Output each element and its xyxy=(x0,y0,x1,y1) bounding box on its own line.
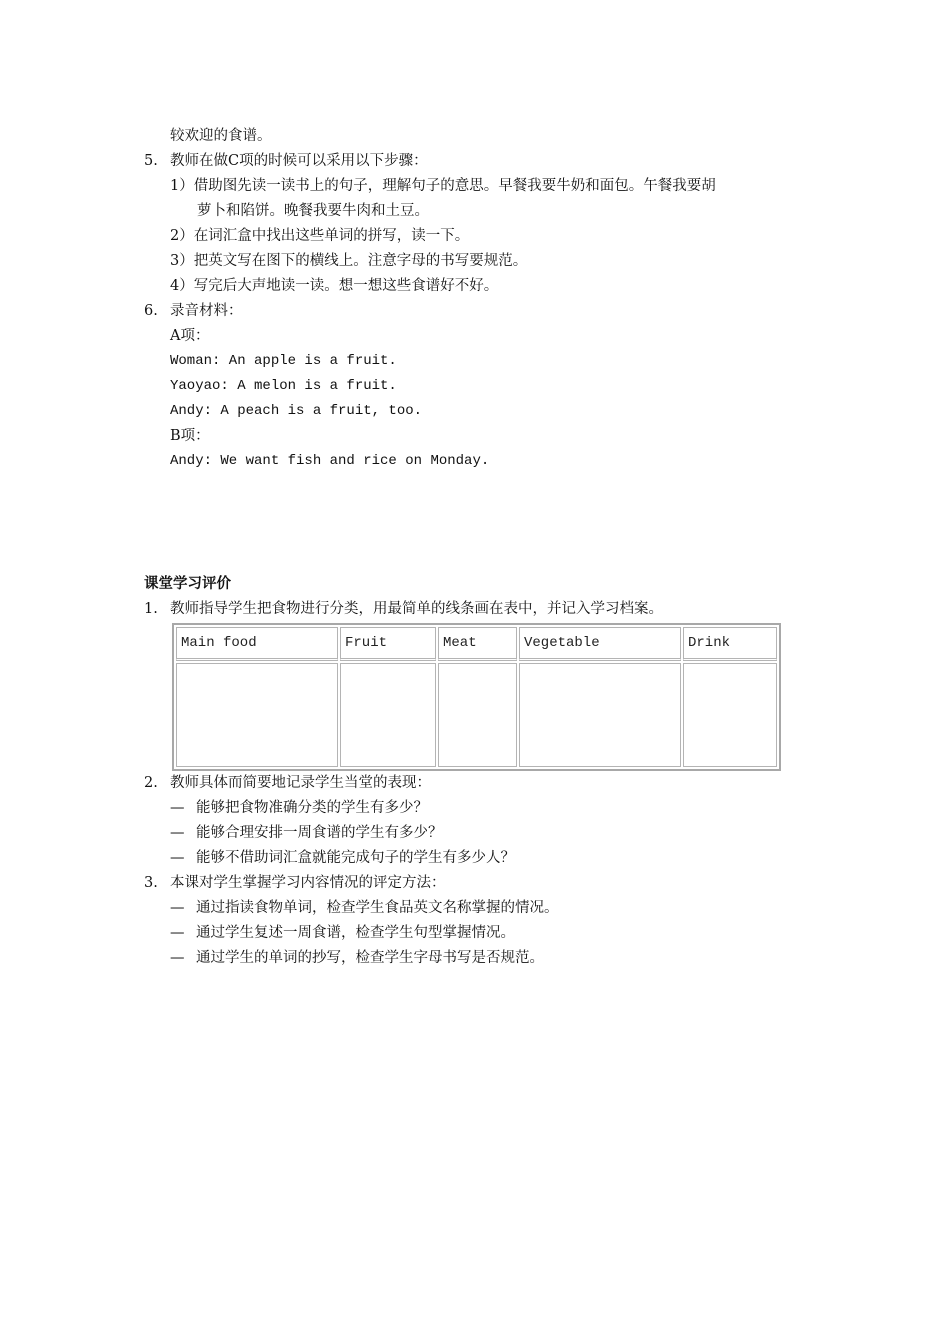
eval-item-1-text: 教师指导学生把食物进行分类，用最简单的线条画在表中，并记入学习档案。 xyxy=(170,601,663,617)
list-item xyxy=(170,848,515,868)
list-item-text: 通过学生的单词的抄写，检查学生字母书写是否规范。 xyxy=(196,950,544,966)
table-header-row xyxy=(176,627,777,661)
step-2: 2）在词汇盒中找出这些单词的拼写，读一下。 xyxy=(170,228,470,244)
transcript-line: Yaoyao: A melon is a fruit. xyxy=(170,378,397,394)
eval-item-3 xyxy=(144,873,446,893)
eval-item-1-number: 1. xyxy=(144,601,158,617)
item-5-text: 教师在做C项的时候可以采用以下步骤： xyxy=(170,153,428,169)
header-meat: Meat xyxy=(438,627,517,661)
list-item-text: 能够把食物准确分类的学生有多少？ xyxy=(196,800,428,816)
item-5-number: 5. xyxy=(144,153,158,169)
item-6-text: 录音材料： xyxy=(170,303,243,319)
list-item-text: 能够不借助词汇盒就能完成句子的学生有多少人？ xyxy=(196,850,515,866)
step-1-continued: 萝卜和陷饼。晚餐我要牛肉和土豆。 xyxy=(197,203,429,219)
table-cell xyxy=(438,663,517,767)
list-item xyxy=(170,823,443,843)
dash-marker: — xyxy=(170,800,185,816)
step-1: 1）借助图先读一读书上的句子，理解句子的意思。早餐我要牛奶和面包。午餐我要胡 xyxy=(170,178,716,194)
section-b-label: B项： xyxy=(170,428,210,444)
item-5 xyxy=(144,151,428,171)
dash-marker: — xyxy=(170,900,185,916)
table-cell xyxy=(176,663,338,767)
dash-marker: — xyxy=(170,825,185,841)
list-item xyxy=(170,923,515,943)
eval-item-2-text: 教师具体而简要地记录学生当堂的表现： xyxy=(170,775,431,791)
transcript-line: Andy: We want fish and rice on Monday. xyxy=(170,453,490,469)
header-drink: Drink xyxy=(683,627,777,661)
eval-item-2 xyxy=(144,773,431,793)
food-classification-table xyxy=(172,623,781,771)
section-a-label: A项： xyxy=(170,328,210,344)
list-item xyxy=(170,798,428,818)
table-row xyxy=(176,663,777,767)
header-vegetable: Vegetable xyxy=(519,627,681,661)
step-4: 4）写完后大声地读一读。想一想这些食谱好不好。 xyxy=(170,278,499,294)
eval-item-1 xyxy=(144,599,663,619)
step-3: 3）把英文写在图下的横线上。注意字母的书写要规范。 xyxy=(170,253,528,269)
item-6-number: 6. xyxy=(144,303,158,319)
dash-marker: — xyxy=(170,950,185,966)
eval-item-2-number: 2. xyxy=(144,775,158,791)
list-item xyxy=(170,948,544,968)
eval-item-3-number: 3. xyxy=(144,875,158,891)
dash-marker: — xyxy=(170,925,185,941)
transcript-line: Woman: An apple is a fruit. xyxy=(170,353,397,369)
header-fruit: Fruit xyxy=(340,627,436,661)
list-item-text: 通过指读食物单词，检查学生食品英文名称掌握的情况。 xyxy=(196,900,559,916)
table-cell xyxy=(683,663,777,767)
item-6 xyxy=(144,301,243,321)
list-item xyxy=(170,898,559,918)
transcript-line: Andy: A peach is a fruit, too. xyxy=(170,403,423,419)
table-cell xyxy=(519,663,681,767)
header-main-food: Main food xyxy=(176,627,338,661)
list-item-text: 能够合理安排一周食谱的学生有多少？ xyxy=(196,825,443,841)
evaluation-heading: 课堂学习评价 xyxy=(144,576,231,592)
eval-item-3-text: 本课对学生掌握学习内容情况的评定方法： xyxy=(170,875,446,891)
dash-marker: — xyxy=(170,850,185,866)
table-cell xyxy=(340,663,436,767)
continuation-text: 较欢迎的食谱。 xyxy=(170,128,272,144)
list-item-text: 通过学生复述一周食谱，检查学生句型掌握情况。 xyxy=(196,925,515,941)
